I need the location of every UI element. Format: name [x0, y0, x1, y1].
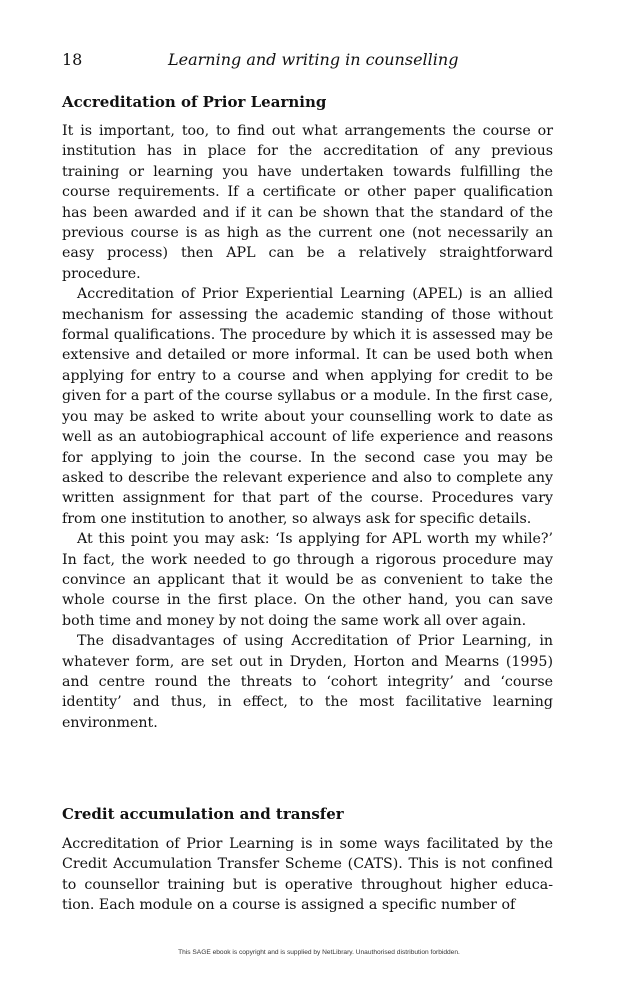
section-heading-credit: Credit accumulation and transfer: [62, 805, 344, 823]
copyright-footer: This SAGE ebook is copyright and is supplied by NetLibrary. Unauthorised distribution forbidden.: [178, 949, 460, 956]
paragraph: Accreditation of Prior Learning is in some ways facilitated by the Credit Accumulation Transfer Scheme (CATS). This is not confined to counsellor training but is operative throughout higher educa-tion. Each module on a course is assigned a specific number of: [62, 836, 553, 914]
section-body-accreditation: [62, 121, 553, 733]
paragraph: The disadvantages of using Accreditation of Prior Learning, in whatever form, are set out in Dryden, Horton and Mearns (1995) and centre round the threats to ‘cohort integrity’ and ‘course identity’ and thus, in effect, to the most facilitative learning environment.: [62, 633, 553, 731]
page-header: [62, 50, 578, 74]
section-heading-accreditation: Accreditation of Prior Learning: [62, 93, 327, 111]
running-title: Learning and writing in counselling: [168, 50, 459, 69]
paragraph: Accreditation of Prior Experiential Learning (APEL) is an allied mechanism for assessing the academic standing of those without formal qualifications. The procedure by which it is assessed may be extensive and detailed or more informal. It can be used both when applying for entry to a course and when applying for credit to be given for a part of the course syllabus or a module. In the first case, you may be asked to write about your counselling work to date as well as an autobiographical account of life experience and reasons for applying to join the course. In the second case you may be asked to describe the relevant experience and also to complete any written assignment for that part of the course. Procedures vary from one institution to another, so always ask for specific details.: [62, 286, 553, 527]
paragraph: At this point you may ask: ‘Is applying for APL worth my while?’ In fact, the work needed to go through a rigorous procedure may convince an applicant that it would be as convenient to take the whole course in the first place. On the other hand, you can save both time and money by not doing the same work all over again.: [62, 531, 553, 629]
page-number: 18: [62, 50, 83, 69]
paragraph: It is important, too, to find out what arrangements the course or institution has in place for the accreditation of any previous training or learning you have undertaken towards fulfilling the course requirements. If a certificate or other paper qualification has been awarded and if it can be shown that the standard of the previous course is as high as the current one (not necessarily an easy process) then APL can be a relatively straightforward procedure.: [62, 123, 553, 282]
section-body-credit: [62, 834, 553, 916]
